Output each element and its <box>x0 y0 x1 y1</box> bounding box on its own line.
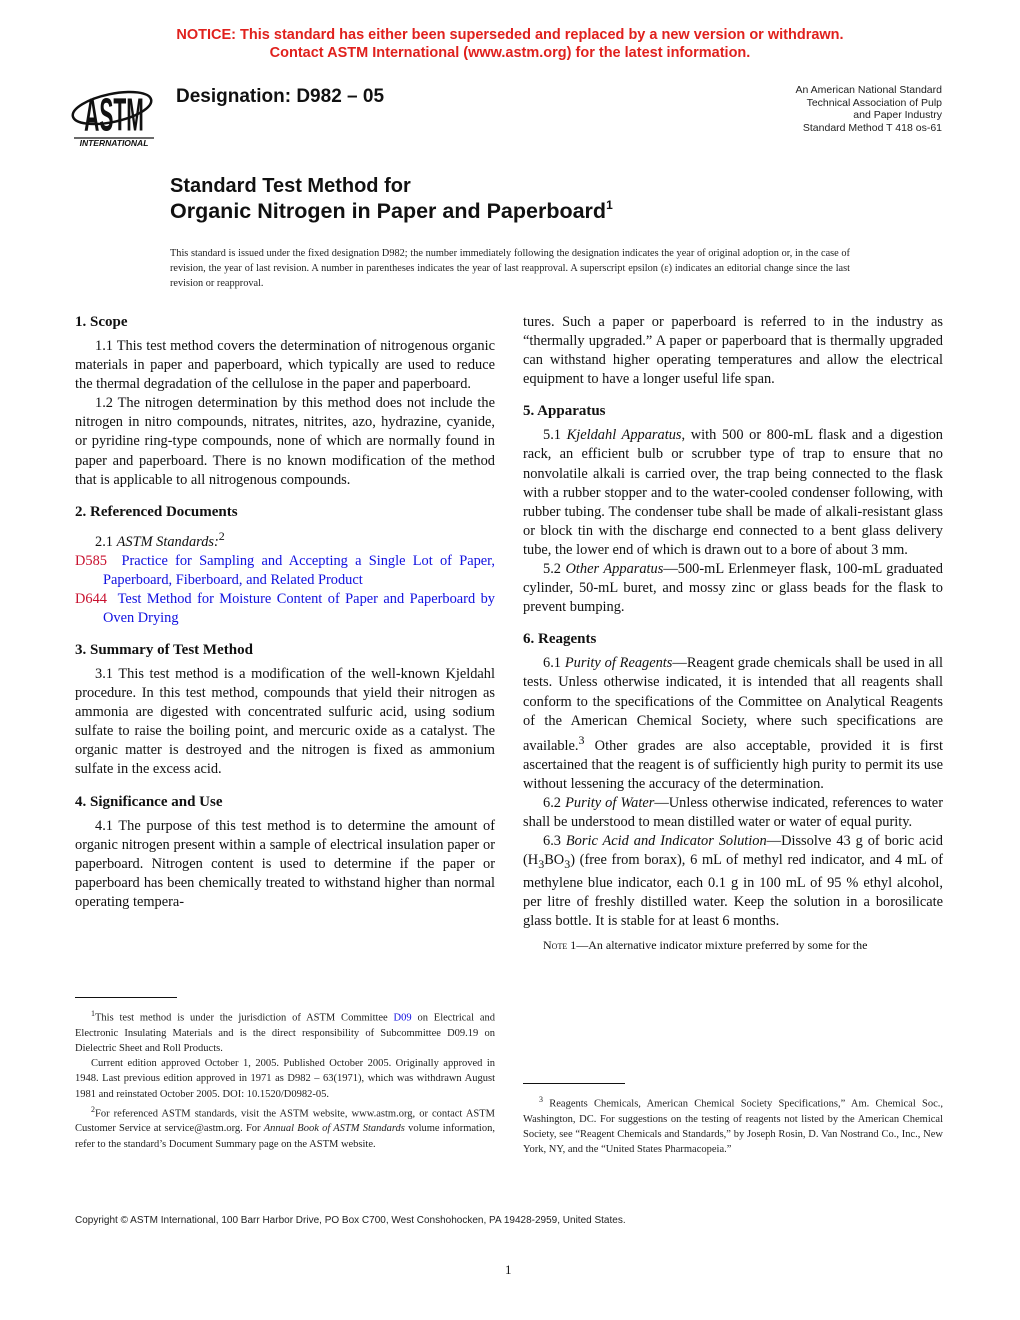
paragraph-number: 6.3 <box>543 832 566 849</box>
footnote-italic: Annual Book of ASTM Standards <box>263 1123 405 1135</box>
footnote-text: Reagents Chemicals, American Chemical Society Specifications,” Am. Chemical Soc., Washington, DC. For suggestions on the testing of reagents not listed by the American Chemical Society, see “Reagent Chemicals and Standards,” by Joseph Rosin, D. Van Nostrand Co., Inc., New York, NY, and the “United States Pharmacopeia.” <box>523 1098 943 1156</box>
footnote-1-edition: Current edition approved October 1, 2005. Published October 2005. Originally approved in 1948. Last previous edition approved in 1971 as D982 – 63(1971), which was withdrawn August 1981 and reinstated October 2005. DOI: 10.1520/D0982-05. <box>75 1058 495 1100</box>
paragraph-number: 6.1 <box>543 655 565 672</box>
paragraph: 3.1 This test method is a modification of the well-known Kjeldahl procedure. In this test method, compounds that yield their nitrogen as ammonia are digested with concentrated sulfuric acid, using sodium sulfate to raise the boiling point, and mercuric oxide as a catalyst. The organic matter is destroyed and the nitrogen is fixed as ammonium sulfate in the excess acid. <box>75 666 495 778</box>
paragraph-text: —Unless otherwise indicated, references to water shall be understood to mean distilled water or water of equal purity. <box>523 794 943 830</box>
paragraph-number: 5.1 <box>543 427 567 444</box>
section-reagents <box>523 630 943 953</box>
standard-info-line: and Paper Industry <box>853 109 942 121</box>
subscript: 3 <box>564 856 571 871</box>
section-heading: 1. Scope <box>75 314 128 330</box>
section-heading: 6. Reagents <box>523 631 597 648</box>
title-line-1: Standard Test Method for <box>170 175 411 197</box>
section-summary <box>75 641 495 780</box>
title-footnote-mark[interactable]: 1 <box>606 198 613 212</box>
italic-term: Other Apparatus <box>565 561 664 578</box>
copyright: Copyright © ASTM International, 100 Barr Harbor Drive, PO Box C700, West Conshohocken, PA 19428-2959, United States. <box>75 1215 626 1226</box>
section-referenced-documents <box>75 503 495 628</box>
reference-code[interactable]: D585 <box>75 552 107 569</box>
footnote-mark: 3 <box>539 1095 543 1104</box>
section-heading: 3. Summary of Test Method <box>75 642 253 659</box>
paragraph-number: 6.2 <box>543 794 566 811</box>
paragraph-number: 5.2 <box>543 561 566 578</box>
reference-d644[interactable] <box>75 590 495 628</box>
footnote-mark: 2 <box>91 1104 95 1114</box>
italic-term: Purity of Reagents <box>564 655 673 672</box>
footnote-divider <box>523 1083 625 1084</box>
section-significance-continued <box>523 313 943 389</box>
paragraph: 1.2 The nitrogen determination by this method does not include the nitrogen in nitro compounds, nitrates, nitrites, azo, hydrazine, cyanide, or pyridine ring-type compounds, none of which are normally found in paper and paperboard. There is no known modification of the method that is applicable to all nitrogenous compounds. <box>75 395 495 488</box>
committee-link[interactable]: D09 <box>393 1012 412 1024</box>
paragraph-text: , with 500 or 800-mL flask and a digestion rack, an efficient bulb or scrubber type of trap to ensure that no nonvolatile alkali is carried over, the trap being connected to the flask with a rubber stopper and to the water-cooled condenser following, with rubber tubing. The condenser tube shall be made of alkali-resistant glass or block tin with the discharge end connected to a bent glass delivery tube, the lower end of which is drawn out to a bore of about 3 mm. <box>523 427 943 558</box>
paragraph-text: Other grades are also acceptable, provided it is first ascertained that the reagent is of sufficiently high purity to permit its use without lessening the accuracy of the determination. <box>523 737 943 792</box>
reference-d585[interactable] <box>75 552 495 590</box>
paragraph <box>75 527 495 552</box>
paragraph <box>523 560 943 617</box>
section-heading: 4. Significance and Use <box>75 793 223 810</box>
paragraph-text: —500-mL Erlenmeyer flask, 100-mL graduated cylinder, 50-mL buret, and mossy zinc or glass beads for the flask to prevent bumping. <box>523 561 943 616</box>
paragraph <box>523 832 943 931</box>
note-label: Note 1 <box>543 938 577 953</box>
paragraph <box>523 654 943 793</box>
section-heading: 2. Referenced Documents <box>75 503 238 520</box>
footnote-text: For referenced ASTM standards, visit the ASTM website, www.astm.org, or contact ASTM Customer Service at service@astm.org. For <box>75 1108 495 1135</box>
reference-title[interactable]: Test Method for Moisture Content of Paper and Paperboard by Oven Drying <box>103 590 496 626</box>
footnote-2 <box>75 1102 495 1152</box>
svg-text:INTERNATIONAL: INTERNATIONAL <box>79 138 149 148</box>
reference-title[interactable]: Practice for Sampling and Accepting a Single Lot of Paper, Paperboard, Fiberboard, and Related Product <box>103 552 495 588</box>
paragraph: 4.1 The purpose of this test method is to determine the amount of organic nitrogen present within a sample of electrical insulation paper or paperboard. Nitrogen content is used to determine if the paper or paperboard has been chemically treated to withstand higher than normal operating tempera- <box>75 817 495 910</box>
italic-term: ASTM Standards: <box>116 533 219 550</box>
designation: Designation: D982 – 05 <box>176 86 385 107</box>
note-text: —An alternative indicator mixture preferred by some for the <box>576 938 868 953</box>
paragraph <box>523 794 943 832</box>
supersession-notice <box>0 26 1020 62</box>
footnote-3 <box>523 1092 943 1157</box>
footnote-divider <box>75 997 177 998</box>
italic-term: Kjeldahl Apparatus <box>566 427 682 444</box>
standard-info-line: An American National Standard <box>795 84 942 96</box>
notice-line-2: Contact ASTM International (www.astm.org) for the latest information. <box>269 45 751 61</box>
note-1 <box>523 937 943 953</box>
paragraph-text: BO <box>544 852 565 869</box>
paragraph-number: 2.1 <box>95 533 117 550</box>
footnotes-left <box>75 1006 495 1152</box>
footnote-1 <box>75 1006 495 1056</box>
notice-line-1: NOTICE: This standard has either been superseded and replaced by a new version or withdrawn. <box>176 27 844 43</box>
footnote-text: This test method is under the jurisdiction of ASTM Committee <box>95 1012 394 1024</box>
right-column <box>523 313 943 966</box>
reference-code[interactable]: D644 <box>75 590 107 607</box>
italic-term: Boric Acid and Indicator Solution <box>565 832 767 849</box>
issued-note: This standard is issued under the fixed designation D982; the number immediately following the designation indicates the year of original adoption or, in the case of revision, the year of last revision. A number in parentheses indicates the year of last reapproval. A superscript epsilon (ε) indicates an editorial change since the last revision or reapproval. <box>170 248 850 289</box>
footnote-text: on Electrical and Electronic Insulating Materials and is the direct responsibility of Subcommittee D09.19 on Dielectric Sheet and Roll Products. <box>75 1012 495 1054</box>
section-apparatus <box>523 402 943 617</box>
standard-info-line: Standard Method T 418 os-61 <box>802 121 942 134</box>
page-number: 1 <box>505 1262 512 1277</box>
paragraph <box>523 426 943 560</box>
italic-term: Purity of Water <box>565 794 655 811</box>
footnote-mark[interactable]: 2 <box>218 528 225 543</box>
footnote-mark: 1 <box>91 1009 95 1018</box>
section-heading: 5. Apparatus <box>523 403 606 420</box>
left-column <box>75 313 495 925</box>
paragraph-text: —Reagent grade chemicals shall be used in all tests. Unless otherwise indicated, it is intended that all reagents shall conform to the specifications of the Committee on Analytical Reagents of the American Chemical Society, where such specifications are available. <box>523 655 944 754</box>
section-significance <box>75 793 495 912</box>
astm-logo <box>66 78 162 150</box>
footnote-text: volume information, refer to the standard’s Document Summary page on the ASTM website. <box>75 1123 495 1150</box>
subscript: 3 <box>538 856 545 871</box>
standard-info-line: Technical Association of Pulp <box>806 96 942 109</box>
svg-text:ASTM: ASTM <box>84 89 144 141</box>
paragraph-text: —Dissolve 43 g of boric acid (H <box>523 832 944 869</box>
paragraph: 1.1 This test method covers the determination of nitrogenous organic materials in paper and paperboard, which typically are used to reduce the thermal degradation of the cellulose in the paper and paperboard. <box>75 338 495 393</box>
astm-international-logo-icon <box>66 78 162 150</box>
standard-info <box>795 84 942 134</box>
footnote-mark[interactable]: 3 <box>578 732 585 747</box>
title-line-2 <box>170 198 613 224</box>
paragraph-text: ) (free from borax), 6 mL of methyl red indicator, and 4 mL of methylene blue indicator, each 0.1 g in 100 mL of 95 % ethyl alcohol, per litre of freshly distilled water. Keep the solution in a borosilicate glass bottle. It is stable for at least 6 months. <box>523 852 943 930</box>
title-text: Organic Nitrogen in Paper and Paperboard <box>170 199 607 223</box>
footnotes-right <box>523 1092 943 1157</box>
section-scope <box>75 313 495 490</box>
paragraph: tures. Such a paper or paperboard is referred to in the industry as “thermally upgraded.” A paper or paperboard that is thermally upgraded can withstand higher operating temperatures and allow the electrical equipment to have a longer useful life span. <box>523 314 943 388</box>
